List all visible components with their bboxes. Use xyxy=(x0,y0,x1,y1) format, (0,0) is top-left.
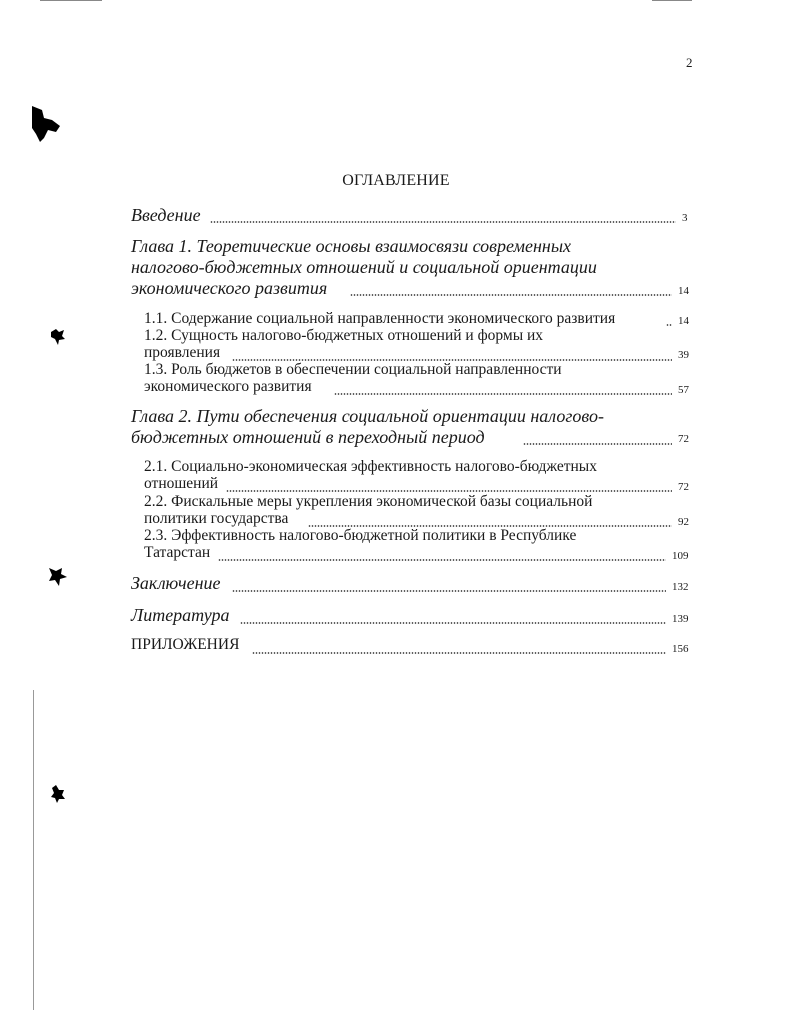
dot-leader xyxy=(232,590,666,592)
page-ref: 57 xyxy=(678,384,689,396)
section-2-1-line-1: 2.1. Социально-экономическая эффективность налогово-бюджетных xyxy=(144,458,597,475)
dot-leader xyxy=(240,622,666,624)
dot-leader xyxy=(252,652,666,654)
section-2-3-line-1: 2.3. Эффективность налогово-бюджетной политики в Республике xyxy=(144,527,577,544)
scan-mark-left-1 xyxy=(50,328,66,346)
appendix-label: ПРИЛОЖЕНИЯ xyxy=(131,636,240,653)
intro-label: Введение xyxy=(131,205,201,225)
page-ref: 92 xyxy=(678,516,689,528)
section-2-1-line-2: отношений xyxy=(144,475,219,492)
section-2-2-line-2: политики государства xyxy=(144,510,289,527)
toc-title: ОГЛАВЛЕНИЕ xyxy=(342,172,450,189)
section-1-3-line-2: экономического развития xyxy=(144,378,312,395)
dot-leader xyxy=(523,443,672,445)
page-ref: 39 xyxy=(678,349,689,361)
scan-mark-top-left xyxy=(30,104,66,144)
dot-leader xyxy=(666,324,672,326)
dot-leader xyxy=(334,393,672,395)
page-ref: 3 xyxy=(682,212,688,224)
section-1-1-line-1: 1.1. Содержание социальной направленности экономического развития xyxy=(144,310,616,327)
dot-leader xyxy=(210,221,676,223)
scan-mark-left-2 xyxy=(48,566,68,588)
dot-leader xyxy=(226,490,672,492)
section-1-2-line-1: 1.2. Сущность налогово-бюджетных отношений и формы их xyxy=(144,327,544,344)
chapter-1-line-3: экономического развития xyxy=(131,278,328,298)
conclusion-label: Заключение xyxy=(131,573,221,593)
top-scan-rule-left xyxy=(40,0,102,1)
page-ref: 109 xyxy=(672,550,689,562)
literature-label: Литература xyxy=(131,605,230,625)
top-scan-rule-right xyxy=(652,0,692,1)
page-ref: 14 xyxy=(678,285,689,297)
page-number: 2 xyxy=(686,55,693,70)
section-1-3-line-1: 1.3. Роль бюджетов в обеспечении социальной направленности xyxy=(144,361,562,378)
chapter-1-line-1: Глава 1. Теоретические основы взаимосвязи современных xyxy=(131,236,572,256)
page-ref: 156 xyxy=(672,643,689,655)
page-ref: 72 xyxy=(678,433,689,445)
chapter-2-line-1: Глава 2. Пути обеспечения социальной ориентации налогово- xyxy=(131,406,604,426)
page-ref: 139 xyxy=(672,613,689,625)
page-ref: 72 xyxy=(678,481,689,493)
dot-leader xyxy=(350,294,672,296)
section-1-2-line-2: проявления xyxy=(144,344,221,361)
dot-leader xyxy=(218,559,666,561)
chapter-2-line-2: бюджетных отношений в переходный период xyxy=(131,427,485,447)
section-2-2-line-1: 2.2. Фискальные меры укрепления экономической базы социальной xyxy=(144,493,593,510)
left-margin-line xyxy=(33,690,34,1010)
section-2-3-line-2: Татарстан xyxy=(144,544,211,561)
scan-mark-left-3 xyxy=(50,784,66,804)
page-ref: 14 xyxy=(678,315,689,327)
page-ref: 132 xyxy=(672,581,689,593)
chapter-1-line-2: налогово-бюджетных отношений и социальной ориентации xyxy=(131,257,597,277)
